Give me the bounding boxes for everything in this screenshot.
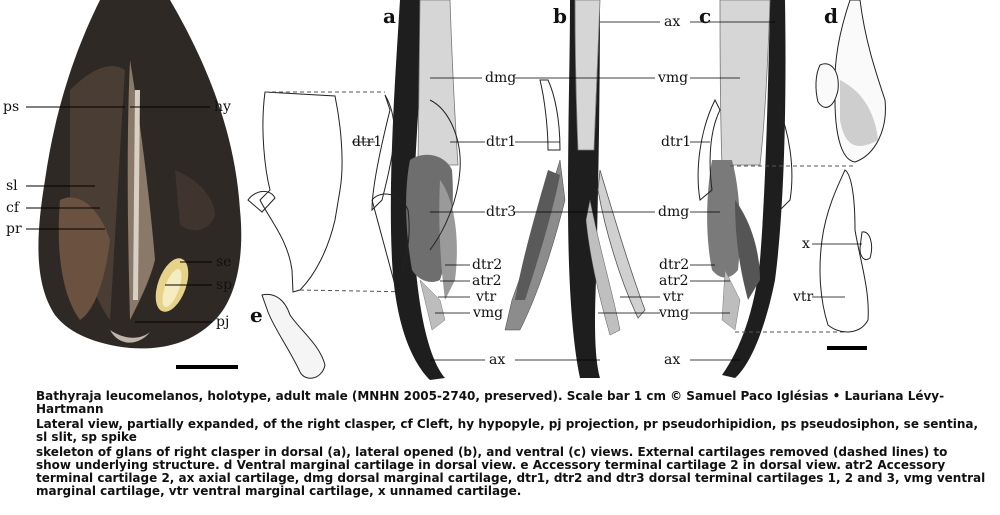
label-dtr1-c: dtr1 bbox=[661, 134, 692, 150]
label-se: se bbox=[216, 254, 232, 270]
panel-b-drawing bbox=[505, 0, 645, 378]
scale-bar-diagram bbox=[827, 346, 867, 350]
label-vmg-mid: vmg bbox=[659, 305, 690, 321]
caption-photo: Lateral view, partially expanded, of the right clasper, cf Cleft, hy hypopyle, pj projection, pr pseudorhipidion, ps pseudosiphon, se sentina, sl slit, sp spike bbox=[36, 417, 979, 444]
panel-e-drawing bbox=[248, 92, 342, 378]
label-vtr-mid: vtr bbox=[663, 289, 684, 305]
label-dmg: dmg bbox=[485, 70, 517, 86]
label-hy: hy bbox=[214, 99, 231, 115]
credit-line: Bathyraja leucomelanos, holotype, adult male (MNHN 2005-2740, preserved). Scale bar 1 cm © Samuel Paco Iglésias • Lauriana Lévy-Hartmann bbox=[36, 389, 945, 416]
label-vmg-a: vmg bbox=[473, 305, 504, 321]
label-cf: cf bbox=[6, 200, 20, 216]
panel-letter-c: c bbox=[699, 4, 712, 28]
clasper-photo bbox=[38, 0, 241, 348]
label-ax-a: ax bbox=[489, 352, 506, 368]
panel-letter-e: e bbox=[250, 303, 263, 327]
scale-bar-photo bbox=[176, 365, 238, 369]
label-vtr-d: vtr bbox=[793, 289, 814, 305]
label-atr2-a: atr2 bbox=[472, 273, 502, 289]
label-vtr-a: vtr bbox=[476, 289, 497, 305]
label-sl: sl bbox=[6, 178, 18, 194]
panel-letter-d: d bbox=[824, 4, 838, 28]
label-vmg-top: vmg bbox=[658, 70, 689, 86]
caption-skeleton: skeleton of glans of right clasper in dorsal (a), lateral opened (b), and ventral (c) views. External cartilages removed (dashed lines) to show underlying structure. d Ventral marginal cartilage in dorsal view. e Accessory terminal cartilage 2 in dorsal view. atr2 Accessory terminal cartilage 2, ax axial cartilage, dmg dorsal marginal cartilage, dtr1, dtr2 and dtr3 dorsal terminal cartilages 1, 2 and 3, vmg ventral marginal cartilage, vtr ventral marginal cartilage, x unnamed cartilage. bbox=[36, 445, 986, 498]
label-atr2-c: atr2 bbox=[659, 273, 689, 289]
label-dtr1-a: dtr1 bbox=[486, 134, 517, 150]
label-dmg-mid: dmg bbox=[658, 204, 690, 220]
label-dtr2-c: dtr2 bbox=[659, 257, 690, 273]
label-ps: ps bbox=[3, 99, 20, 115]
label-pj: pj bbox=[216, 314, 230, 330]
label-dtr1-e: dtr1 bbox=[352, 134, 383, 150]
panel-a-drawing bbox=[372, 0, 460, 380]
label-dtr3: dtr3 bbox=[486, 204, 517, 220]
label-x: x bbox=[802, 236, 810, 252]
label-dtr2-a: dtr2 bbox=[472, 257, 503, 273]
panel-letter-b: b bbox=[553, 4, 567, 28]
label-ax-c: ax bbox=[664, 352, 681, 368]
label-ax-top: ax bbox=[664, 14, 681, 30]
label-sp: sp bbox=[216, 277, 233, 293]
panel-c-drawing bbox=[698, 0, 792, 378]
label-pr: pr bbox=[6, 221, 22, 237]
panel-letter-a: a bbox=[383, 4, 396, 28]
